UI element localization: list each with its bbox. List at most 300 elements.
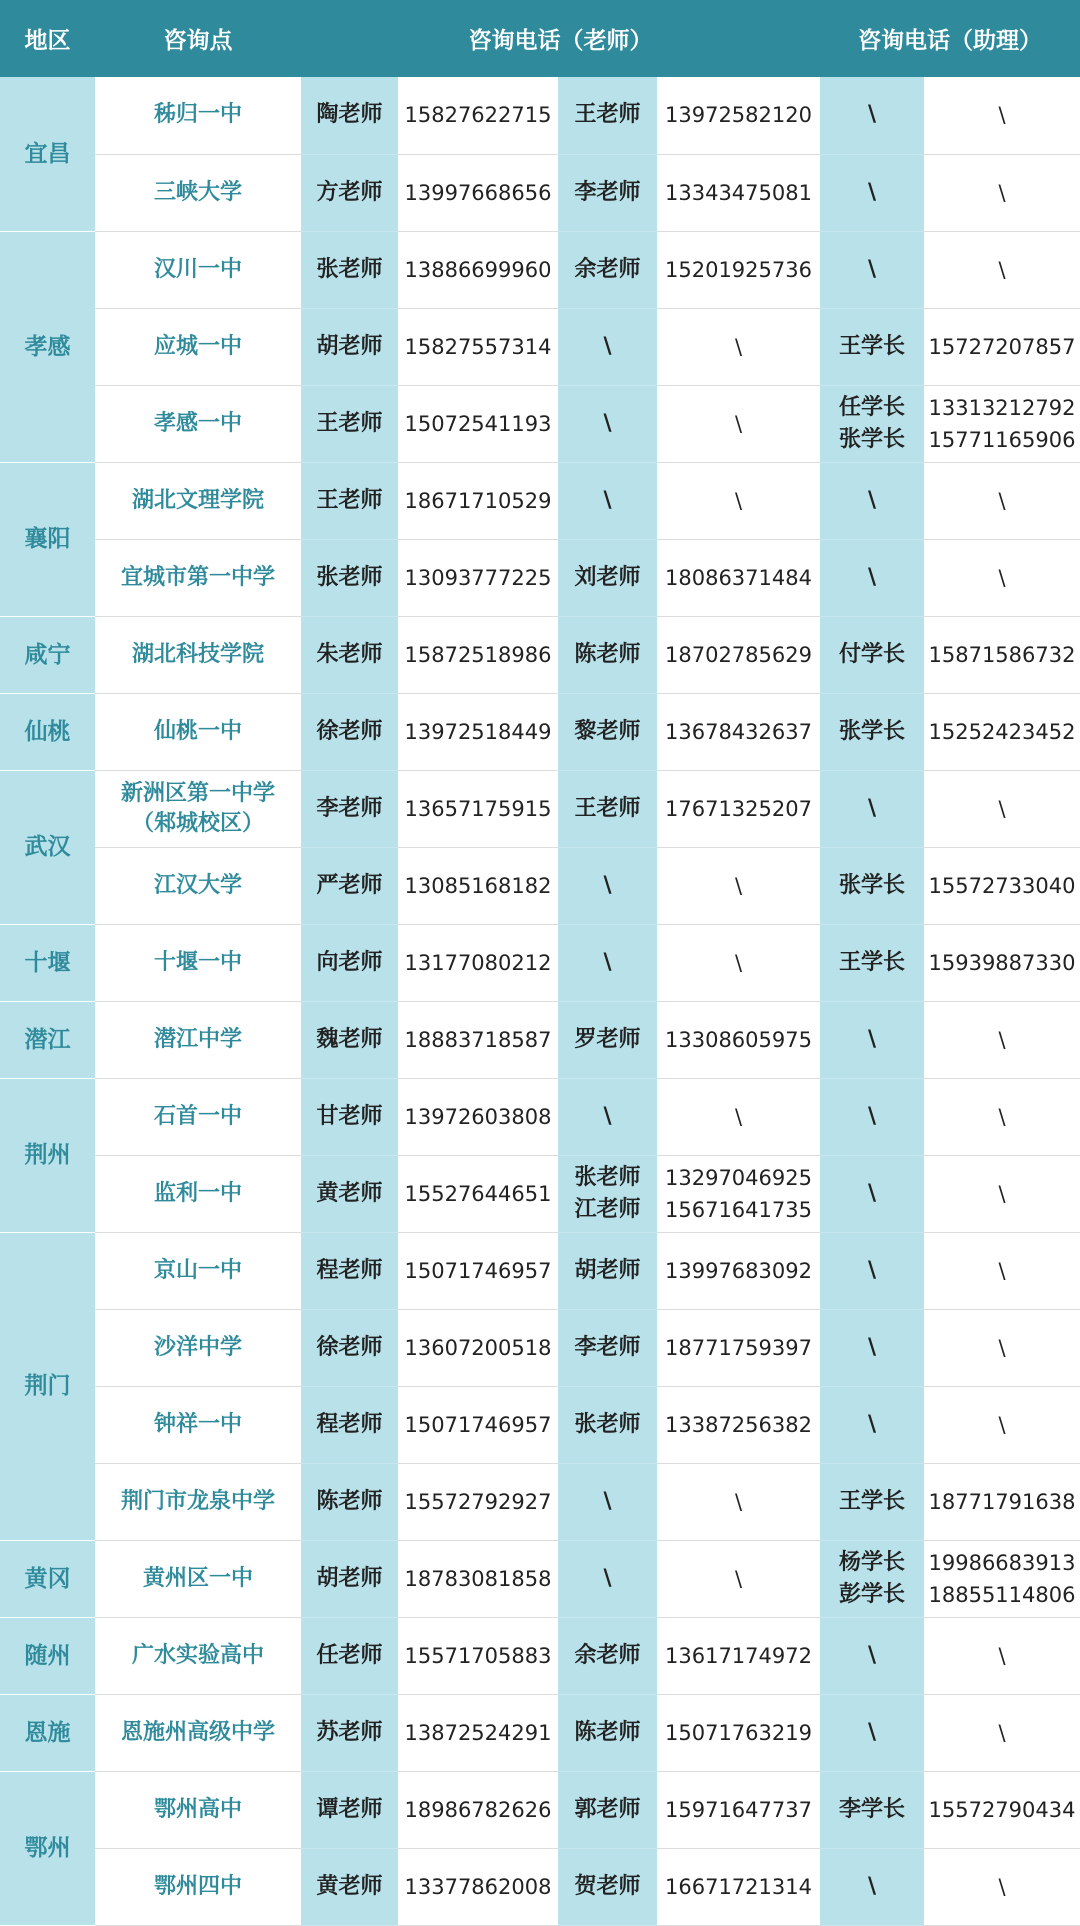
consult-point-cell <box>95 154 301 231</box>
table-row <box>0 1001 1080 1078</box>
table-row <box>0 1540 1080 1617</box>
teacher1-name: 张老师 <box>316 564 383 590</box>
assistant-name: 付学长 <box>838 641 905 667</box>
assistant-name: \ <box>867 1026 877 1052</box>
teacher2-name-cell <box>558 1540 657 1617</box>
teacher2-phone-cell <box>657 539 820 616</box>
consult-point: 沙洋中学 <box>153 1334 242 1360</box>
teacher2-name: 胡老师 <box>574 1257 641 1283</box>
teacher1-name: 徐老师 <box>316 1334 383 1360</box>
teacher1-phone: 13886699960 <box>404 257 552 282</box>
teacher1-phone: 15872518986 <box>404 642 552 667</box>
consult-point: 黄州区一中 <box>142 1565 253 1591</box>
teacher2-phone-cell <box>657 1848 820 1925</box>
consult-point-cell <box>95 1001 301 1078</box>
teacher1-name-cell <box>301 1617 398 1694</box>
teacher2-name-cell <box>558 1463 657 1540</box>
teacher1-name-cell <box>301 770 398 847</box>
teacher2-phone: \ <box>734 488 743 513</box>
assistant-name-cell <box>820 1232 924 1309</box>
teacher1-name: 李老师 <box>316 795 383 821</box>
teacher2-phone-cell <box>657 693 820 770</box>
table-row <box>0 847 1080 924</box>
teacher2-name: \ <box>603 1103 612 1129</box>
teacher1-name: 黄老师 <box>316 1873 383 1899</box>
teacher1-phone: 13872524291 <box>404 1720 552 1745</box>
teacher1-name-cell <box>301 1001 398 1078</box>
teacher1-name-cell <box>301 308 398 385</box>
teacher2-phone-cell <box>657 1463 820 1540</box>
assistant-name-cell <box>820 385 924 462</box>
teacher1-phone-cell <box>398 385 558 462</box>
teacher2-phone-cell <box>657 924 820 1001</box>
assistant-name: \ <box>867 795 877 821</box>
consult-point: 湖北科技学院 <box>131 641 264 667</box>
teacher1-phone-cell <box>398 154 558 231</box>
teacher1-phone: 15071746957 <box>404 1258 552 1283</box>
teacher2-name-cell <box>558 154 657 231</box>
teacher1-phone-cell <box>398 770 558 847</box>
assistant-name-cell <box>820 1463 924 1540</box>
teacher2-name: 李老师 <box>574 1334 641 1360</box>
assistant-name: 王学长 <box>838 333 905 359</box>
teacher1-name: 张老师 <box>316 256 383 282</box>
consult-point-cell <box>95 1232 301 1309</box>
teacher2-phone: 13297046925 <box>665 1165 812 1190</box>
assistant-name-cell <box>820 770 924 847</box>
teacher2-phone: 18771759397 <box>665 1335 812 1360</box>
teacher2-name: 余老师 <box>574 1642 641 1668</box>
consult-point: 十堰一中 <box>153 949 242 975</box>
region-cell: 宜昌 <box>0 77 95 231</box>
teacher1-phone: 15072541193 <box>404 411 552 436</box>
teacher2-phone: 15201925736 <box>665 257 812 282</box>
assistant-name: 王学长 <box>838 949 905 975</box>
consult-point: 广水实验高中 <box>131 1642 264 1668</box>
table-row <box>0 1232 1080 1309</box>
region-cell: 咸宁 <box>0 616 95 693</box>
region-cell: 荆州 <box>0 1078 95 1232</box>
teacher2-name-cell <box>558 1694 657 1771</box>
assistant-phone-cell <box>924 1386 1080 1463</box>
teacher1-phone-cell <box>398 1001 558 1078</box>
region-cell: 孝感 <box>0 231 95 462</box>
assistant-name: \ <box>867 102 877 128</box>
assistant-phone: \ <box>998 1874 1006 1899</box>
consult-point-cell <box>95 1309 301 1386</box>
teacher2-name: \ <box>603 1565 612 1591</box>
teacher1-name-cell <box>301 1232 398 1309</box>
assistant-phone: \ <box>998 103 1006 128</box>
teacher2-phone-cell <box>657 1078 820 1155</box>
assistant-name: \ <box>867 487 877 513</box>
teacher2-name-cell <box>558 1848 657 1925</box>
teacher1-name-cell <box>301 924 398 1001</box>
teacher2-phone-cell <box>657 847 820 924</box>
consult-point: 鄂州高中 <box>153 1796 242 1822</box>
consult-point: 潜江中学 <box>153 1026 242 1052</box>
header-teacher-phone: 咨询电话（老师） <box>301 0 820 77</box>
teacher2-phone: 13387256382 <box>665 1412 812 1437</box>
teacher1-phone-cell <box>398 1848 558 1925</box>
teacher1-phone: 15572792927 <box>404 1489 552 1514</box>
assistant-name: 任学长 <box>838 394 905 420</box>
teacher2-phone: \ <box>734 1489 743 1514</box>
teacher2-phone-cell <box>657 1155 820 1232</box>
teacher1-name: 甘老师 <box>316 1103 383 1129</box>
teacher2-phone-cell <box>657 1386 820 1463</box>
teacher2-name: 张老师 <box>574 1411 641 1437</box>
teacher2-phone-cell <box>657 1617 820 1694</box>
teacher2-name: 贺老师 <box>574 1873 641 1899</box>
consult-point-cell <box>95 231 301 308</box>
teacher1-phone: 18986782626 <box>404 1797 552 1822</box>
table-row <box>0 616 1080 693</box>
teacher2-phone: 18702785629 <box>665 642 812 667</box>
assistant-name-cell <box>820 924 924 1001</box>
teacher2-phone: 18086371484 <box>665 565 812 590</box>
assistant-phone-cell <box>924 1617 1080 1694</box>
teacher1-name-cell <box>301 1463 398 1540</box>
consult-point-cell <box>95 385 301 462</box>
assistant-phone: 19986683913 <box>928 1550 1076 1575</box>
consult-point: 孝感一中 <box>153 410 242 436</box>
teacher1-name-cell <box>301 1309 398 1386</box>
teacher1-name-cell <box>301 1848 398 1925</box>
consult-point-cell <box>95 1463 301 1540</box>
teacher2-name-cell <box>558 231 657 308</box>
teacher1-name-cell <box>301 154 398 231</box>
teacher2-phone-cell <box>657 1694 820 1771</box>
teacher2-phone-cell <box>657 308 820 385</box>
assistant-phone-cell <box>924 308 1080 385</box>
assistant-phone: \ <box>998 1335 1006 1360</box>
table-row <box>0 1386 1080 1463</box>
teacher1-phone: 15571705883 <box>404 1643 552 1668</box>
teacher1-phone: 13177080212 <box>404 950 552 975</box>
assistant-phone: 15727207857 <box>928 334 1076 359</box>
consult-point-cell <box>95 1078 301 1155</box>
assistant-phone-cell <box>924 770 1080 847</box>
teacher2-phone: \ <box>734 1566 743 1591</box>
teacher2-name: 陈老师 <box>574 641 641 667</box>
assistant-name-cell <box>820 1309 924 1386</box>
teacher2-name: \ <box>603 487 612 513</box>
assistant-phone: \ <box>998 1720 1006 1745</box>
teacher1-name: 陈老师 <box>316 1488 383 1514</box>
assistant-phone: \ <box>998 565 1006 590</box>
consult-point-cell <box>95 924 301 1001</box>
teacher2-name-cell <box>558 1232 657 1309</box>
assistant-phone-cell <box>924 77 1080 154</box>
teacher1-phone-cell <box>398 1540 558 1617</box>
teacher2-name: 江老师 <box>574 1196 641 1222</box>
teacher2-name-cell <box>558 847 657 924</box>
table-row <box>0 1771 1080 1848</box>
assistant-name-cell <box>820 308 924 385</box>
consult-point: 江汉大学 <box>153 872 242 898</box>
teacher2-phone: 13997683092 <box>665 1258 812 1283</box>
teacher1-phone-cell <box>398 924 558 1001</box>
assistant-phone-cell <box>924 1540 1080 1617</box>
consult-point-cell <box>95 1155 301 1232</box>
assistant-phone-cell <box>924 539 1080 616</box>
teacher2-phone-cell <box>657 1309 820 1386</box>
consult-point-cell <box>95 462 301 539</box>
teacher1-phone-cell <box>398 1617 558 1694</box>
assistant-name: 杨学长 <box>838 1549 905 1575</box>
teacher2-name-cell <box>558 693 657 770</box>
teacher2-name: 王老师 <box>574 102 641 128</box>
table-row <box>0 1848 1080 1925</box>
assistant-name-cell <box>820 77 924 154</box>
teacher2-name: 黎老师 <box>574 718 641 744</box>
teacher1-phone-cell <box>398 462 558 539</box>
assistant-phone: 18855114806 <box>928 1582 1076 1607</box>
assistant-name: \ <box>867 1642 877 1668</box>
assistant-phone-cell <box>924 847 1080 924</box>
assistant-phone: \ <box>998 1258 1006 1283</box>
teacher2-phone: \ <box>734 950 743 975</box>
teacher1-phone: 13093777225 <box>404 565 552 590</box>
consult-point: 应城一中 <box>153 333 242 359</box>
consult-point: 新洲区第一中学 <box>120 780 275 806</box>
teacher2-name-cell <box>558 924 657 1001</box>
consult-point: 监利一中 <box>153 1180 242 1206</box>
teacher2-name: 王老师 <box>574 795 641 821</box>
consult-point-cell <box>95 308 301 385</box>
teacher2-phone-cell <box>657 1001 820 1078</box>
teacher2-phone-cell <box>657 1540 820 1617</box>
header-region: 地区 <box>0 0 95 77</box>
table-row <box>0 462 1080 539</box>
assistant-name: \ <box>867 256 877 282</box>
assistant-phone-cell <box>924 1848 1080 1925</box>
teacher1-phone: 13657175915 <box>404 796 552 821</box>
teacher2-name-cell <box>558 1001 657 1078</box>
assistant-phone-cell <box>924 1771 1080 1848</box>
teacher1-name: 程老师 <box>316 1257 383 1283</box>
assistant-phone-cell <box>924 231 1080 308</box>
teacher2-phone-cell <box>657 77 820 154</box>
teacher2-name: 郭老师 <box>574 1796 641 1822</box>
table-row <box>0 924 1080 1001</box>
teacher1-name-cell <box>301 385 398 462</box>
teacher1-name: 程老师 <box>316 1411 383 1437</box>
assistant-phone-cell <box>924 462 1080 539</box>
assistant-name: 彭学长 <box>838 1581 905 1607</box>
assistant-name: 张学长 <box>838 426 905 452</box>
consult-point-cell <box>95 1694 301 1771</box>
assistant-name-cell <box>820 462 924 539</box>
assistant-phone-cell <box>924 693 1080 770</box>
teacher2-phone-cell <box>657 616 820 693</box>
teacher1-phone-cell <box>398 1155 558 1232</box>
assistant-phone-cell <box>924 1694 1080 1771</box>
assistant-name: \ <box>867 1411 877 1437</box>
teacher2-phone: 17671325207 <box>665 796 812 821</box>
consult-point: 石首一中 <box>153 1103 242 1129</box>
assistant-name-cell <box>820 154 924 231</box>
teacher1-phone-cell <box>398 847 558 924</box>
region-cell: 恩施 <box>0 1694 95 1771</box>
table-row <box>0 77 1080 154</box>
consult-point: 秭归一中 <box>153 102 242 128</box>
assistant-name-cell <box>820 847 924 924</box>
consult-point: 恩施州高级中学 <box>120 1719 275 1745</box>
assistant-phone: 13313212792 <box>928 395 1076 420</box>
teacher1-name-cell <box>301 1155 398 1232</box>
teacher1-phone: 15827557314 <box>404 334 552 359</box>
assistant-phone: \ <box>998 1104 1006 1129</box>
assistant-name: \ <box>867 1873 877 1899</box>
teacher1-phone-cell <box>398 539 558 616</box>
teacher1-phone-cell <box>398 77 558 154</box>
assistant-name-cell <box>820 231 924 308</box>
teacher1-name: 严老师 <box>316 872 383 898</box>
region-cell: 荆门 <box>0 1232 95 1540</box>
assistant-phone: \ <box>998 257 1006 282</box>
consult-point-cell <box>95 539 301 616</box>
consult-point: 宜城市第一中学 <box>120 564 275 590</box>
teacher1-phone: 13997668656 <box>404 180 552 205</box>
teacher1-phone-cell <box>398 1078 558 1155</box>
table-row <box>0 1309 1080 1386</box>
assistant-name-cell <box>820 1386 924 1463</box>
teacher2-name-cell <box>558 1155 657 1232</box>
assistant-name-cell <box>820 693 924 770</box>
consult-point-cell <box>95 1771 301 1848</box>
region-cell: 武汉 <box>0 770 95 924</box>
consult-point-cell <box>95 77 301 154</box>
teacher2-name-cell <box>558 308 657 385</box>
teacher1-phone: 13972518449 <box>404 719 552 744</box>
teacher2-name: 陈老师 <box>574 1719 641 1745</box>
teacher1-name: 王老师 <box>316 410 383 436</box>
table-row <box>0 1617 1080 1694</box>
teacher1-phone-cell <box>398 231 558 308</box>
teacher1-name-cell <box>301 77 398 154</box>
teacher2-phone: 15671641735 <box>665 1197 812 1222</box>
consult-point: 汉川一中 <box>153 256 242 282</box>
consult-point-cell <box>95 847 301 924</box>
assistant-phone-cell <box>924 1155 1080 1232</box>
teacher1-name: 王老师 <box>316 487 383 513</box>
assistant-name-cell <box>820 1540 924 1617</box>
teacher1-name-cell <box>301 1540 398 1617</box>
teacher2-name: \ <box>603 949 612 975</box>
table-header-row <box>0 0 1080 77</box>
teacher2-name-cell <box>558 616 657 693</box>
teacher1-phone: 15527644651 <box>404 1181 552 1206</box>
assistant-name-cell <box>820 539 924 616</box>
assistant-phone: \ <box>998 1181 1006 1206</box>
teacher2-name-cell <box>558 539 657 616</box>
teacher1-phone-cell <box>398 616 558 693</box>
assistant-phone-cell <box>924 1463 1080 1540</box>
header-assistant-phone: 咨询电话（助理） <box>820 0 1080 77</box>
teacher2-name-cell <box>558 1771 657 1848</box>
teacher2-phone: 13617174972 <box>665 1643 812 1668</box>
consult-point: 仙桃一中 <box>153 718 242 744</box>
assistant-name: \ <box>867 1257 877 1283</box>
teacher2-name-cell <box>558 385 657 462</box>
consult-point-cell <box>95 1386 301 1463</box>
teacher1-phone: 15071746957 <box>404 1412 552 1437</box>
teacher1-name: 徐老师 <box>316 718 383 744</box>
teacher1-name-cell <box>301 462 398 539</box>
region-cell: 随州 <box>0 1617 95 1694</box>
teacher1-name: 胡老师 <box>316 1565 383 1591</box>
teacher1-phone: 13972603808 <box>404 1104 552 1129</box>
teacher1-name-cell <box>301 616 398 693</box>
consult-point-cell <box>95 616 301 693</box>
region-cell: 鄂州 <box>0 1771 95 1925</box>
assistant-name-cell <box>820 1694 924 1771</box>
region-cell: 襄阳 <box>0 462 95 616</box>
teacher2-phone: 15071763219 <box>665 1720 812 1745</box>
teacher2-name-cell <box>558 1386 657 1463</box>
teacher2-name: 刘老师 <box>574 564 641 590</box>
teacher1-name-cell <box>301 693 398 770</box>
teacher1-name: 胡老师 <box>316 333 383 359</box>
teacher1-phone: 18783081858 <box>404 1566 552 1591</box>
region-cell: 潜江 <box>0 1001 95 1078</box>
assistant-phone-cell <box>924 154 1080 231</box>
assistant-name-cell <box>820 1078 924 1155</box>
assistant-phone: 15771165906 <box>928 427 1076 452</box>
assistant-name-cell <box>820 1848 924 1925</box>
consult-point: 荆门市龙泉中学 <box>120 1488 275 1514</box>
teacher2-name-cell <box>558 770 657 847</box>
teacher1-phone-cell <box>398 693 558 770</box>
teacher1-name: 黄老师 <box>316 1180 383 1206</box>
teacher1-name: 方老师 <box>316 179 383 205</box>
assistant-name: \ <box>867 1180 877 1206</box>
assistant-phone-cell <box>924 1078 1080 1155</box>
assistant-phone: \ <box>998 488 1006 513</box>
teacher2-name-cell <box>558 77 657 154</box>
teacher1-phone-cell <box>398 308 558 385</box>
table-row <box>0 1078 1080 1155</box>
assistant-name: 李学长 <box>838 1796 905 1822</box>
teacher2-name: \ <box>603 872 612 898</box>
consult-point: 湖北文理学院 <box>131 487 264 513</box>
assistant-phone: 15939887330 <box>928 950 1076 975</box>
teacher1-name-cell <box>301 1694 398 1771</box>
teacher1-phone: 18671710529 <box>404 488 552 513</box>
teacher2-name: \ <box>603 333 612 359</box>
assistant-phone-cell <box>924 385 1080 462</box>
teacher2-name: 罗老师 <box>574 1026 641 1052</box>
teacher1-name: 向老师 <box>316 949 383 975</box>
teacher1-phone: 13607200518 <box>404 1335 552 1360</box>
assistant-phone: 15871586732 <box>928 642 1076 667</box>
assistant-phone-cell <box>924 1309 1080 1386</box>
teacher2-phone-cell <box>657 1232 820 1309</box>
region-cell: 黄冈 <box>0 1540 95 1617</box>
teacher1-phone: 13085168182 <box>404 873 552 898</box>
assistant-name-cell <box>820 616 924 693</box>
teacher1-name: 陶老师 <box>316 102 383 128</box>
teacher2-name-cell <box>558 1617 657 1694</box>
assistant-phone: \ <box>998 1412 1006 1437</box>
teacher2-phone: \ <box>734 873 743 898</box>
teacher2-phone: 16671721314 <box>665 1874 812 1899</box>
consult-point: 钟祥一中 <box>153 1411 242 1437</box>
teacher1-name-cell <box>301 847 398 924</box>
assistant-name-cell <box>820 1771 924 1848</box>
